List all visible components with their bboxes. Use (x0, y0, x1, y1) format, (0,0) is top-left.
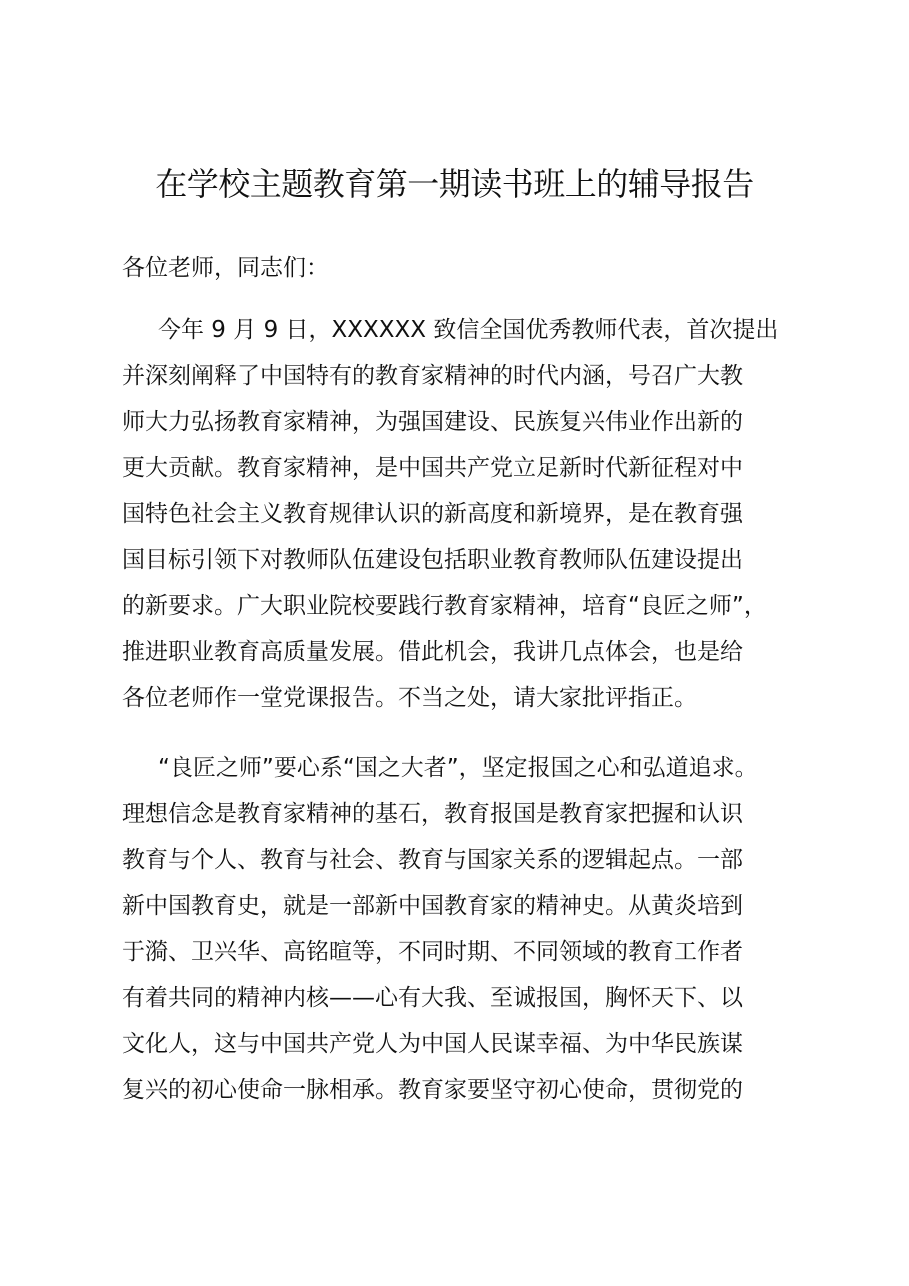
text-line: 复兴的初心使命一脉相承。教育家要坚守初心使命，贯彻党的 (122, 1077, 743, 1103)
text-line: 文化人，这与中国共产党人为中国人民谋幸福、为中华民族谋 (122, 1031, 743, 1057)
text-line: “良匠之师”要心系“国之大者”，坚定报国之心和弘道追求。 (158, 755, 758, 781)
text-line: 新中国教育史，就是一部新中国教育家的精神史。从黄炎培到 (122, 893, 743, 919)
text-line: 有着共同的精神内核——心有大我、至诚报国，胸怀天下、以 (122, 985, 743, 1011)
text-line: 推进职业教育高质量发展。借此机会，我讲几点体会，也是给 (122, 639, 743, 665)
text-line: 师大力弘扬教育家精神，为强国建设、民族复兴伟业作出新的 (122, 409, 743, 435)
text-line: 的新要求。广大职业院校要践行教育家精神，培育“良匠之师”， (122, 593, 767, 619)
text-line: 今年 9 月 9 日，XXXXXX 致信全国优秀教师代表，首次提出 (158, 317, 779, 343)
document-title: 在学校主题教育第一期读书班上的辅导报告 (155, 165, 754, 203)
text-line: 国目标引领下对教师队伍建设包括职业教育教师队伍建设提出 (122, 547, 743, 573)
text-line: 理想信念是教育家精神的基石，教育报国是教育家把握和认识 (122, 801, 743, 827)
text-line: 国特色社会主义教育规律认识的新高度和新境界，是在教育强 (122, 501, 743, 527)
text-line: 更大贡献。教育家精神，是中国共产党立足新时代新征程对中 (122, 455, 743, 481)
text-line: 教育与个人、教育与社会、教育与国家关系的逻辑起点。一部 (122, 847, 743, 873)
text-line: 各位老师作一堂党课报告。不当之处，请大家批评指正。 (122, 685, 697, 711)
text-line: 于漪、卫兴华、高铭暄等，不同时期、不同领域的教育工作者 (122, 939, 743, 965)
salutation: 各位老师，同志们： (122, 255, 329, 281)
text-line: 并深刻阐释了中国特有的教育家精神的时代内涵，号召广大教 (122, 363, 743, 389)
